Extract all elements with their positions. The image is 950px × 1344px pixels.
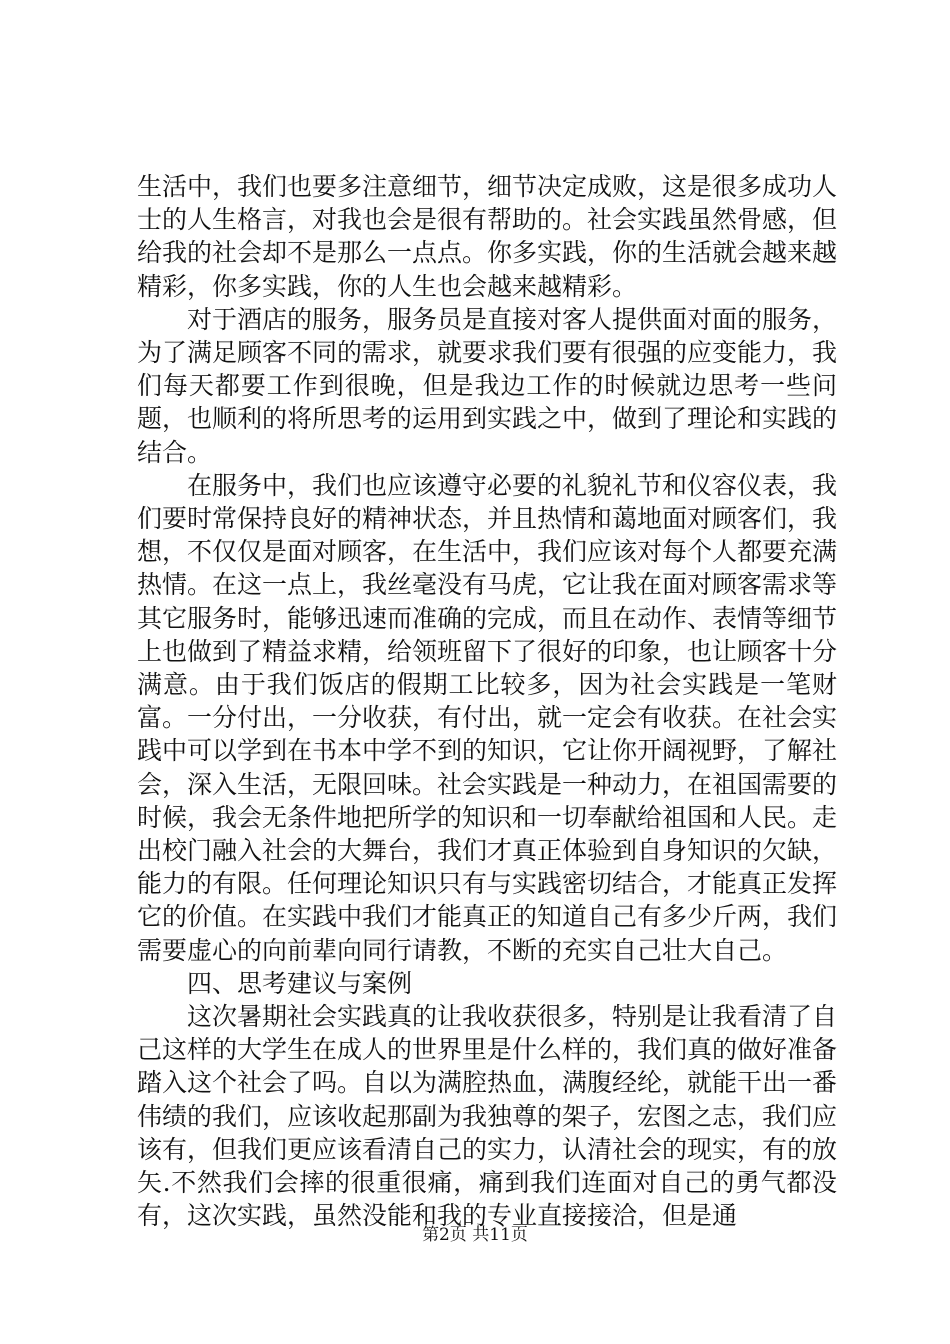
paragraph-service-etiquette: 在服务中，我们也应该遵守必要的礼貌礼节和仪容仪表，我们要时常保持良好的精神状态，并且热情和蔼地面对顾客们，我想，不仅仅是面对顾客，在生活中，我们应该对每个人都要充满热情。在这一点上，我丝毫没有马虎，它让我在面对顾客需求等其它服务时，能够迅速而准确的完成，而且在动作、表情等细节上也做到了精益求精，给领班留下了很好的印象，也让顾客十分满意。由于我们饭店的假期工比较多，因为社会实践是一笔财富。一分付出，一分收获，有付出，就一定会有收获。在社会实践中可以学到在书本中学不到的知识，它让你开阔视野，了解社会，深入生活，无限回味。社会实践是一种动力，在祖国需要的时候，我会无条件地把所学的知识和一切奉献给祖国和人民。走出校门融入社会的大舞台，我们才真正体验到自身知识的欠缺，能力的有限。任何理论知识只有与实践密切结合，才能真正发挥它的价值。在实践中我们才能真正的知道自己有多少斤两，我们需要虚心的向前辈向同行请教，不断的充实自己壮大自己。 — [137, 470, 838, 965]
paragraph-hotel-service: 对于酒店的服务，服务员是直接对客人提供面对面的服务，为了满足顾客不同的需求，就要求我们要有很强的应变能力，我们每天都要工作到很晚，但是我边工作的时候就边思考一些问题，也顺利的将所思考的运用到实践之中，做到了理论和实践的结合。 — [137, 304, 838, 467]
document-body — [137, 170, 837, 1233]
paragraph-summer-practice: 这次暑期社会实践真的让我收获很多，特别是让我看清了自己这样的大学生在成人的世界里是什么样的，我们真的做好准备踏入这个社会了吗。自以为满腔热血，满腹经纶，就能干出一番伟绩的我们，应该收起那副为我独尊的架子，宏图之志，我们应该有，但我们更应该看清自己的实力，认清社会的现实，有的放矢.不然我们会摔的很重很痛，痛到我们连面对自己的勇气都没有，这次实践，虽然没能和我的专业直接接洽，但是通 — [137, 1002, 838, 1231]
page-footer: 第2页 共11页 — [422, 1225, 528, 1245]
section-heading: 四、思考建议与案例 — [187, 968, 413, 998]
paragraph-continued: 生活中，我们也要多注意细节，细节决定成败，这是很多成功人士的人生格言，对我也会是很有帮助的。社会实践虽然骨感，但给我的社会却不是那么一点点。你多实践，你的生活就会越来越精彩，你多实践，你的人生也会越来越精彩。 — [137, 172, 838, 301]
